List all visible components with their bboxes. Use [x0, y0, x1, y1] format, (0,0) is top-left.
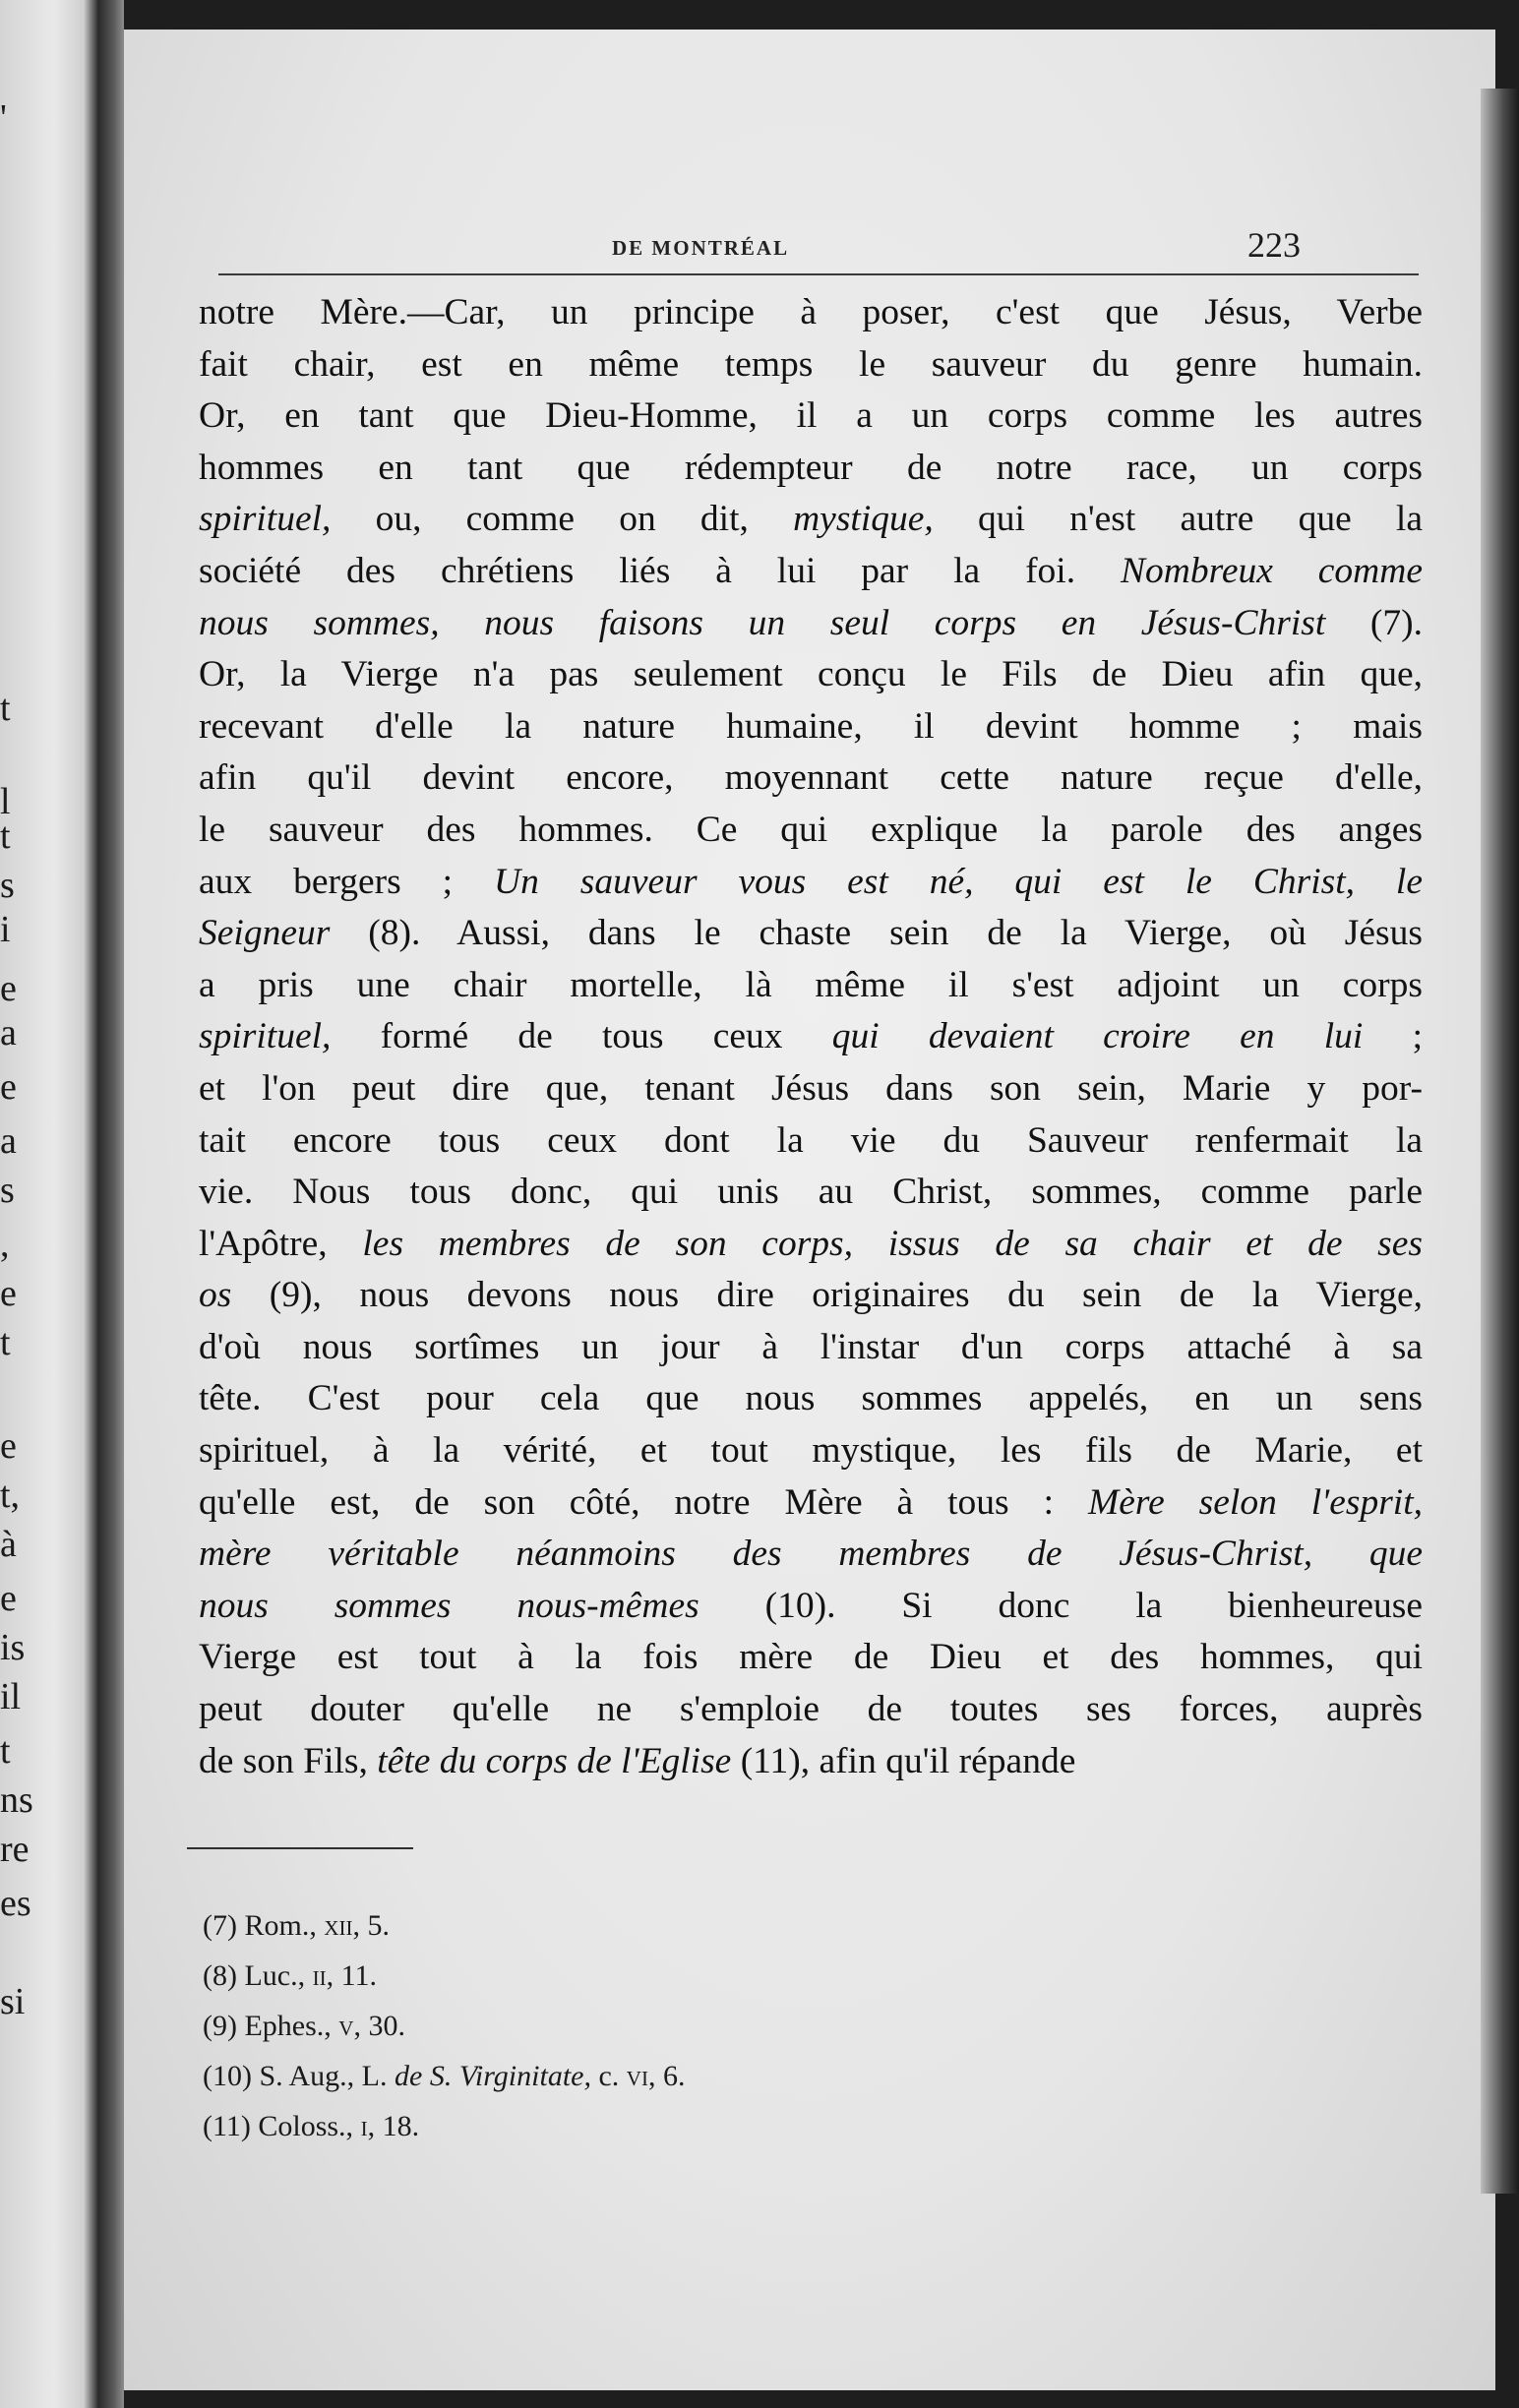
italic-text: os — [199, 1275, 232, 1316]
facing-page-fragment: t, — [0, 1475, 21, 1516]
text-line — [199, 1373, 1423, 1425]
text-segment: , 18. — [367, 2110, 420, 2142]
text-segment: tête. C'est pour cela que nous sommes appelés, en un sens — [199, 1378, 1423, 1419]
right-page-edge — [1481, 89, 1519, 2194]
italic-text: spirituel, — [199, 499, 332, 540]
italic-text: les membres de son corps, issus de sa chair et de ses — [362, 1223, 1424, 1264]
facing-page-fragment: à — [0, 1524, 17, 1565]
facing-page-fragment: a — [0, 1012, 17, 1054]
text-line — [199, 546, 1423, 598]
text-segment: aux bergers ; — [199, 861, 495, 902]
text-line — [199, 287, 1423, 339]
text-segment: hommes en tant que rédempteur de notre race, un corps — [199, 447, 1423, 488]
facing-page-fragment: e — [0, 1066, 17, 1108]
facing-page-fragment: e — [0, 1425, 17, 1467]
italic-text: nous sommes nous-mêmes — [199, 1585, 699, 1626]
text-line — [199, 1632, 1423, 1684]
text-segment: le sauveur des hommes. Ce qui explique la parole des anges — [199, 809, 1423, 850]
text-line — [199, 857, 1423, 909]
footnote — [203, 1900, 685, 1951]
facing-page-fragment: ns — [0, 1779, 33, 1821]
footnote — [203, 2051, 685, 2101]
italic-text: spirituel, — [199, 1016, 332, 1057]
italic-text: de S. Virginitate, — [395, 2060, 591, 2092]
footnote — [203, 1951, 685, 2001]
text-segment: Or, en tant que Dieu-Homme, il a un corps comme les autres — [199, 395, 1423, 437]
italic-text: nous sommes, nous faisons un seul corps en Jésus-Christ — [199, 602, 1326, 643]
text-line — [199, 1115, 1423, 1168]
italic-text: qui devaient croire en lui — [831, 1016, 1364, 1057]
text-segment: vie. Nous tous donc, qui unis au Christ, sommes, comme parle — [199, 1172, 1423, 1213]
text-segment: société des chrétiens liés à lui par la foi. — [199, 550, 1122, 591]
text-line — [199, 1477, 1423, 1530]
text-segment: (8) Luc., — [203, 1959, 313, 1992]
text-segment: l'Apôtre, — [199, 1223, 363, 1264]
text-segment: (7). — [1325, 602, 1423, 643]
text-segment: de son Fils, — [199, 1740, 378, 1781]
text-line — [199, 1270, 1423, 1322]
text-line — [199, 1581, 1423, 1633]
text-segment: (10) S. Aug., L. — [203, 2060, 395, 2092]
footnote — [203, 2001, 685, 2051]
text-line — [199, 752, 1423, 805]
text-segment: qui n'est autre que la — [933, 499, 1423, 540]
text-segment: (11), afin qu'il répande — [731, 1740, 1076, 1781]
facing-page-fragment: re — [0, 1829, 30, 1870]
text-line — [199, 960, 1423, 1012]
italic-text: Un sauveur vous est né, qui est le Christ, le — [494, 861, 1423, 902]
text-segment: , 30. — [353, 2010, 405, 2042]
text-line — [199, 339, 1423, 391]
italic-text: Seigneur — [199, 913, 331, 954]
facing-page-fragment: si — [0, 1981, 26, 2022]
text-segment: afin qu'il devint encore, moyennant cette nature reçue d'elle, — [199, 757, 1423, 799]
text-line — [199, 805, 1423, 857]
text-segment: Or, la Vierge n'a pas seulement conçu le Fils de Dieu afin que, — [199, 654, 1423, 695]
text-segment: notre Mère.—Car, un principe à poser, c'est que Jésus, Verbe — [199, 292, 1423, 332]
italic-text: tête du corps de l'Eglise — [377, 1740, 732, 1781]
facing-page-fragment: il — [0, 1676, 22, 1717]
facing-page-fragment: , — [0, 1224, 10, 1265]
facing-page-fragment: t — [0, 1730, 11, 1772]
footnotes — [203, 1900, 685, 2151]
text-segment: a pris une chair mortelle, là même il s'est adjoint un corps — [199, 964, 1423, 1005]
small-caps-text: xii — [324, 1909, 353, 1942]
text-segment: qu'elle est, de son côté, notre Mère à tous : — [199, 1481, 1088, 1523]
text-line — [199, 1167, 1423, 1219]
small-caps-text: v — [338, 2010, 354, 2042]
facing-page-fragment: t — [0, 688, 11, 729]
facing-page-fragment: es — [0, 1883, 31, 1924]
text-segment: c. — [590, 2060, 627, 2092]
footnote — [203, 2101, 685, 2151]
book-page — [124, 30, 1495, 2390]
text-line — [199, 1011, 1423, 1063]
body-text — [199, 287, 1423, 1787]
text-segment: fait chair, est en même temps le sauveur du genre humain. — [199, 343, 1423, 385]
text-segment: (8). Aussi, dans le chaste sein de la Vierge, où Jésus — [330, 913, 1423, 954]
text-segment: formé de tous ceux — [331, 1016, 832, 1057]
facing-page-fragment: ' — [0, 97, 7, 139]
text-segment: (10). Si donc la bienheureuse — [699, 1585, 1423, 1626]
text-line — [199, 1736, 1423, 1788]
text-segment: d'où nous sortîmes un jour à l'instar d'un corps attaché à sa — [199, 1326, 1423, 1367]
facing-page-fragment: s — [0, 1170, 15, 1211]
facing-page-edge — [0, 0, 98, 2408]
text-segment: tait encore tous ceux dont la vie du Sauveur renfermait la — [199, 1119, 1423, 1161]
text-line — [199, 598, 1423, 650]
text-segment: (9), nous devons nous dire originaires du sein de la Vierge, — [231, 1275, 1423, 1316]
facing-page-fragment: a — [0, 1120, 17, 1162]
footnote-rule — [187, 1847, 413, 1849]
text-segment: et l'on peut dire que, tenant Jésus dans son sein, Marie y por- — [199, 1067, 1423, 1109]
text-line — [199, 1529, 1423, 1581]
facing-page-fragment: l — [0, 781, 11, 822]
italic-text: mystique, — [793, 499, 934, 540]
small-caps-text: ii — [312, 1959, 327, 1992]
book-gutter — [98, 0, 124, 2408]
facing-page-fragment: e — [0, 968, 17, 1009]
small-caps-text: vi — [626, 2060, 648, 2092]
text-segment: , 6. — [647, 2060, 686, 2092]
running-head: DE MONTRÉAL — [612, 236, 790, 260]
italic-text: mère véritable néanmoins des membres de Jésus-Christ, que — [199, 1534, 1423, 1575]
small-caps-text: i — [360, 2110, 368, 2142]
text-line — [199, 1322, 1423, 1374]
text-segment: peut douter qu'elle ne s'emploie de toutes ses forces, auprès — [199, 1689, 1423, 1730]
facing-page-fragment: s — [0, 865, 15, 906]
text-segment: Vierge est tout à la fois mère de Dieu et des hommes, qui — [199, 1637, 1423, 1678]
facing-page-fragment: is — [0, 1627, 26, 1668]
facing-page-fragment: t — [0, 815, 11, 857]
text-line — [199, 701, 1423, 753]
text-line — [199, 1425, 1423, 1477]
text-segment: (11) Coloss., — [203, 2110, 361, 2142]
text-segment: ou, comme on dit, — [331, 499, 794, 540]
facing-page-fragment: e — [0, 1273, 17, 1314]
italic-text: Nombreux comme — [1121, 550, 1423, 591]
text-line — [199, 443, 1423, 495]
facing-page-fragment: i — [0, 909, 11, 950]
text-line — [199, 494, 1423, 546]
header-rule — [218, 273, 1419, 275]
text-segment: (9) Ephes., — [203, 2010, 339, 2042]
text-segment: (7) Rom., — [203, 1909, 325, 1942]
page-number: 223 — [1247, 225, 1301, 265]
text-segment: spirituel, à la vérité, et tout mystique, les fils de Marie, et — [199, 1430, 1423, 1472]
text-line — [199, 1219, 1423, 1271]
text-segment: ; — [1363, 1016, 1423, 1057]
text-line — [199, 908, 1423, 960]
facing-page-fragment: e — [0, 1578, 17, 1619]
text-line — [199, 1684, 1423, 1736]
text-segment: , 11. — [326, 1959, 378, 1992]
text-line — [199, 391, 1423, 443]
text-segment: , 5. — [352, 1909, 390, 1942]
italic-text: Mère selon l'esprit, — [1087, 1481, 1423, 1523]
text-line — [199, 649, 1423, 701]
facing-page-fragment: t — [0, 1322, 11, 1363]
text-segment: recevant d'elle la nature humaine, il devint homme ; mais — [199, 705, 1423, 747]
text-line — [199, 1063, 1423, 1115]
